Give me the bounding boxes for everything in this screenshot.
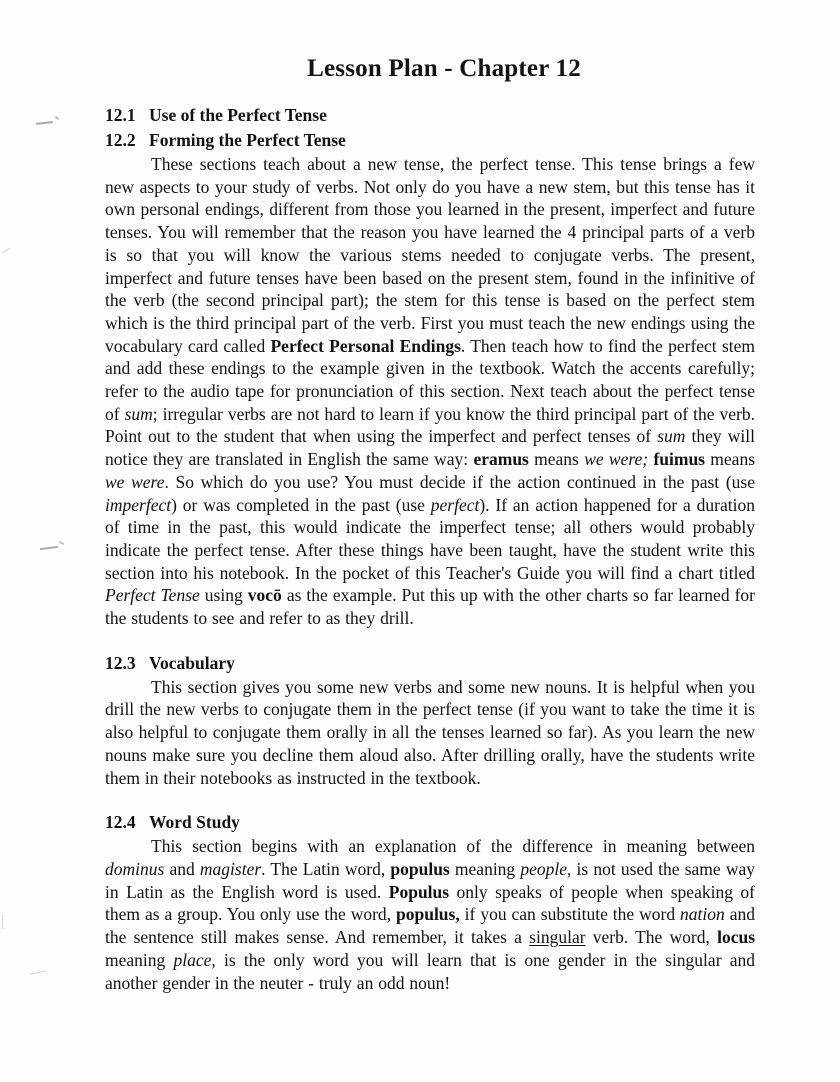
page-title: Lesson Plan - Chapter 12: [307, 55, 581, 82]
paragraph-word-study: This section begins with an explanation of the difference in meaning between dominus and magister. The Latin word, populus meaning people, is not used the same way in Latin as the English word is used. Populus only speaks of people when speaking of them as a group. You only use the word, populus, if you can substitute the word nation and the sentence still makes sense. And remember, it takes a singular verb. The word, locus meaning place, is the only word you will learn that is one gender in the singular and another gender in the neuter - truly an odd noun!: [105, 836, 756, 993]
section-heading-12-1: [105, 103, 755, 128]
paragraph-forming-perfect-tense: These sections teach about a new tense, the perfect tense. This tense brings a few new aspects to your study of verbs. Not only do you have a new stem, but this tense has it own personal endings, different from those you learned in the present, imperfect and future tenses. You will remember that the reason you have learned the 4 principal parts of a verb is so that you will know the various stems needed to conjugate verbs. The present, imperfect and future tenses have been based on the present stem, found in the infinitive of the verb (the second principal part); the stem for this tense is based on the perfect stem which is the third principal part of the verb. First you must teach the new endings using the vocabulary card called Perfect Personal Endings. Then teach how to find the perfect stem and add these endings to the example given in the textbook. Watch the accents carefully; refer to the audio tape for pronunciation of this section. Next teach about the perfect tense of sum; irregular verbs are not hard to learn if you know the third principal part of the verb. Point out to the student that when using the imperfect and perfect tenses of sum they will notice they are translated in English the same way: eramus means we were; fuimus means we were. So which do you use? You must decide if the action continued in the past (use imperfect) or was completed in the past (use perfect). If an action happened for a duration of time in the past, this would indicate the imperfect tense; all others would probably indicate the perfect tense. After these things have been taught, have the student write this section into his notebook. In the pocket of this Teacher's Guide you will find a chart titled Perfect Tense using vocō as the example. Put this up with the other charts so far learned for the students to see and refer to as they drill.: [105, 154, 756, 629]
pencil-mark: [59, 541, 64, 545]
pencil-mark: [40, 546, 58, 550]
pencil-mark: [2, 915, 6, 929]
section-vocabulary: [105, 651, 755, 790]
section-number: 12.1: [105, 105, 136, 125]
paragraph-vocabulary: This section gives you some new verbs and some new nouns. It is helpful when you drill the new verbs to conjugate them in the perfect tense (if you want to take the time it is also helpful to conjugate them orally in all the tenses learned so far). As you learn the new nouns make sure you decline them aloud also. After drilling orally, have the students write them in their notebooks as instructed in the textbook.: [105, 676, 755, 788]
section-forming-perfect-tense: [105, 103, 755, 630]
section-number: 12.4: [105, 812, 136, 833]
section-heading-12-4: [105, 810, 755, 835]
section-heading-12-3: [105, 651, 755, 676]
section-number: 12.2: [105, 130, 136, 150]
section-heading-label: Use of the Perfect Tense: [149, 105, 327, 125]
pencil-mark: [55, 116, 59, 120]
section-word-study: [105, 810, 755, 994]
pencil-mark: [3, 248, 11, 254]
section-number: 12.3: [105, 652, 136, 673]
section-heading-label: Word Study: [149, 812, 240, 833]
section-heading-label: Vocabulary: [149, 652, 235, 673]
section-heading-label: Forming the Perfect Tense: [149, 130, 346, 150]
pencil-mark: [30, 970, 46, 974]
pencil-mark: [36, 121, 53, 125]
section-heading-12-2: [105, 128, 755, 153]
document-body: [105, 103, 755, 994]
